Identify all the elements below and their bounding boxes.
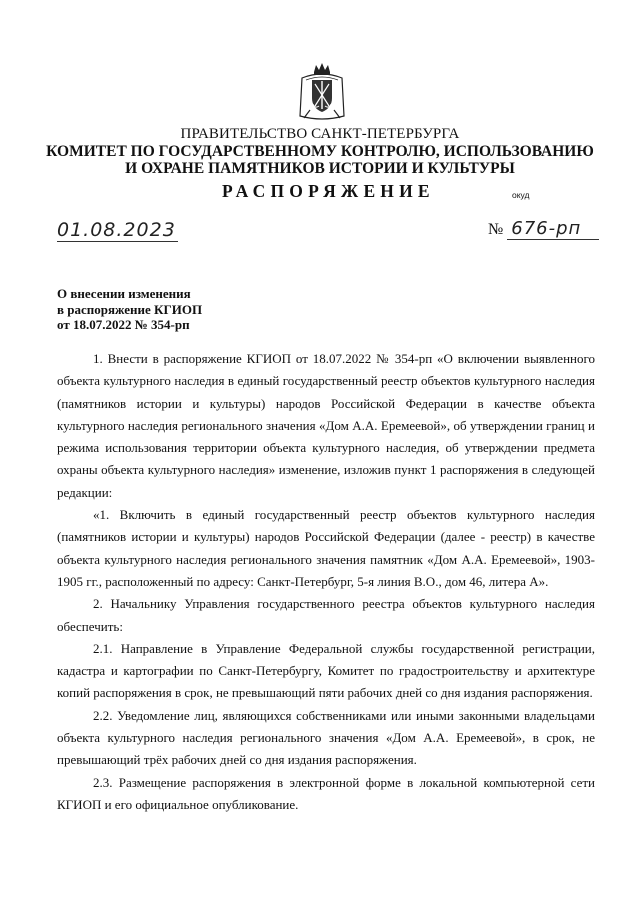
committee-name-line1: КОМИТЕТ ПО ГОСУДАРСТВЕННОМУ КОНТРОЛЮ, ИСПОЛЬЗОВАНИЮ (46, 143, 594, 160)
subject-line3: от 18.07.2022 № 354-рп (57, 317, 190, 332)
subject-line2: в распоряжение КГИОП (57, 301, 203, 317)
committee-name (0, 143, 640, 177)
coat-of-arms-icon (298, 62, 346, 122)
paragraph-1: 1. Внести в распоряжение КГИОП от 18.07.2022 № 354-рп «О включении выявленного объекта культурного наследия в единый государственный реестр объектов культурного наследия (памятников истории и культуры) народов Российской Федерации в качестве объекта культурного наследия регионального значения «Дом А.А. Еремеевой», об утверждении границ и режима использования территории объекта культурного наследия, об утверждении предмета охраны объекта культурного наследия» изменение, изложив пункт 1 распоряжения в следующей редакции: (57, 351, 595, 500)
subject-line1: О внесении изменения (57, 286, 191, 301)
paragraph-2: 2. Начальнику Управления государственного реестра объектов культурного наследия обеспечить: (57, 596, 595, 634)
document-type-title: РАСПОРЯЖЕНИЕ (222, 181, 435, 201)
paragraph-2-2: 2.2. Уведомление лиц, являющихся собственниками или иными законными владельцами объекта культурного наследия регионального значения «Дом А.А. Еремеевой», в срок, не превышающий трёх рабочих дней со дня издания распоряжения. (57, 707, 595, 768)
number-value: 676-рп (507, 218, 599, 240)
document-date: 01.08.2023 (57, 219, 176, 241)
document-number (488, 218, 599, 239)
committee-name-line2: И ОХРАНЕ ПАМЯТНИКОВ ИСТОРИИ И КУЛЬТУРЫ (125, 160, 515, 177)
paragraph-2-1: 2.1. Направление в Управление Федеральной службы государственной регистрации, кадастра и картографии по Санкт-Петербургу, Комитет по градостроительству и архитектуре копий распоряжения в срок, не превышающий пяти рабочих дней со дня издания распоряжения. (57, 640, 595, 701)
okud-label: окуд (512, 190, 530, 200)
paragraph-2-3: 2.3. Размещение распоряжения в электронной форме в локальной компьютерной сети КГИОП и его официальное опубликование. (57, 774, 595, 812)
government-name: ПРАВИТЕЛЬСТВО САНКТ-ПЕТЕРБУРГА (180, 126, 460, 142)
number-sign: № (488, 221, 504, 238)
document-body (57, 348, 595, 816)
paragraph-1-quote: «1. Включить в единый государственный реестр объектов культурного наследия (памятников истории и культуры) народов Российской Федерации (далее - реестр) в качестве объекта культурного наследия регионального значения памятник «Дом А.А. Еремеевой», 1903-1905 гг., расположенный по адресу: Санкт-Петербург, 5-я линия В.О., дом 46, литера А». (57, 507, 595, 589)
document-subject (57, 286, 202, 333)
